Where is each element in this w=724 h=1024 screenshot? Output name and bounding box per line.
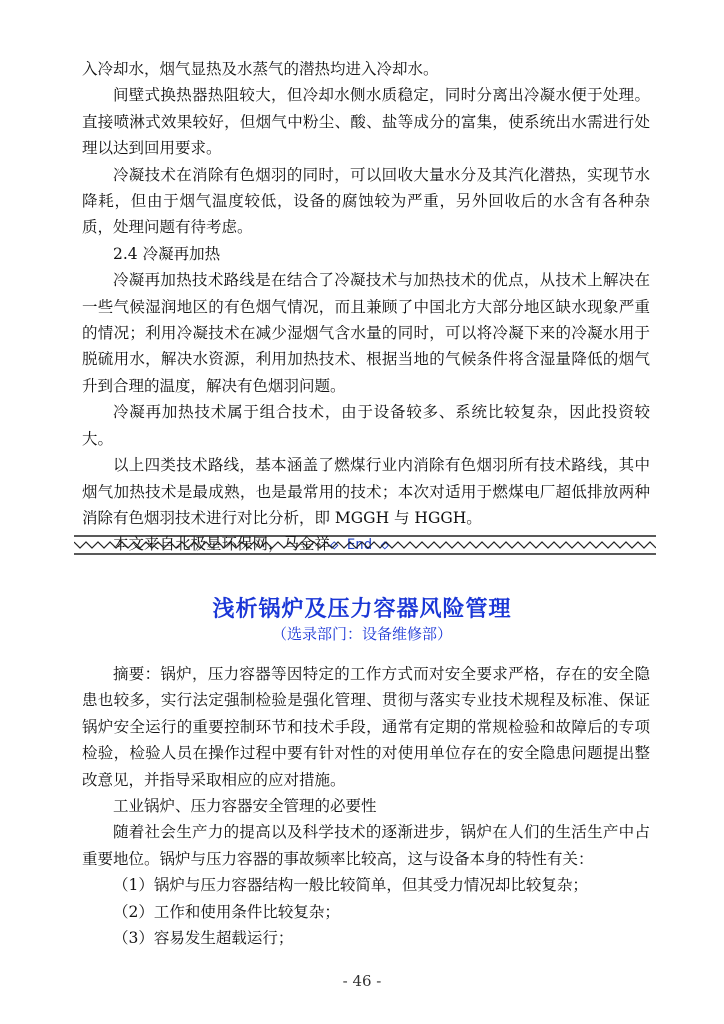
paragraph: 间壁式换热器热阻较大，但冷却水侧水质稳定，同时分离出冷凝水便于处理。直接喷淋式效果较好，但烟气中粉尘、酸、盐等成分的富集，使系统出水需进行处理以达到回用要求。 bbox=[82, 86, 650, 158]
zigzag-divider bbox=[74, 534, 656, 556]
paragraph: 冷凝技术在消除有色烟羽的同时，可以回收大量水分及其汽化潜热，实现节水降耗，但由于烟气温度较低，设备的腐蚀较为严重，另外回收后的水含有各种杂质，处理问题有待考虑。 bbox=[82, 165, 650, 237]
source-text: 本文来自北极星环保网，马金祥 bbox=[113, 535, 331, 554]
article-subtitle: （选录部门：设备维修部） bbox=[271, 625, 452, 643]
list-item: （2）工作和使用条件比较复杂； bbox=[113, 902, 340, 921]
paragraph: 入冷却水，烟气显热及水蒸气的潜热均进入冷却水。 bbox=[82, 60, 439, 78]
article1-body bbox=[82, 56, 650, 559]
paragraph: 以上四类技术路线，基本涵盖了燃煤行业内消除有色烟羽所有技术路线，其中烟气加热技术是最成熟，也是最常用的技术；本次对适用于燃煤电厂超低排放两种消除有色烟羽技术进行对比分析，即 MGGH 与 HGGH。 bbox=[82, 456, 650, 527]
abstract-paragraph: 摘要：锅炉，压力容器等因特定的工作方式而对安全要求严格，存在的安全隐患也较多，实行法定强制检验是强化管理、贯彻与落实专业技术规程及标准、保证锅炉安全运行的重要控制环节和技术手段，通常有定期的常规检验和故障后的专项检验，检验人员在操作过程中要有针对性的对使用单位存在的安全隐患问题提出整改意见，并指导采取相应的应对措施。 bbox=[82, 665, 650, 789]
page-number: - 46 - bbox=[342, 972, 382, 990]
article2-body bbox=[82, 661, 650, 951]
section-heading: 2.4 冷凝再加热 bbox=[113, 244, 221, 263]
article-title: 浅析锅炉及压力容器风险管理 bbox=[212, 597, 512, 622]
paragraph: 随着社会生产力的提高以及科学技术的逐渐进步，锅炉在人们的生活生产中占重要地位。锅炉与压力容器的事故频率比较高，这与设备本身的特性有关： bbox=[82, 823, 650, 868]
paragraph: 冷凝再加热技术属于组合技术，由于设备较多、系统比较复杂，因此投资较大。 bbox=[82, 403, 650, 448]
list-item: （3）容易发生超载运行； bbox=[113, 929, 294, 948]
section-heading: 工业锅炉、压力容器安全管理的必要性 bbox=[113, 797, 377, 816]
end-mark: ◇ End ◇ bbox=[330, 537, 390, 554]
list-item: （1）锅炉与压力容器结构一般比较简单，但其受力情况却比较复杂； bbox=[113, 876, 588, 895]
paragraph: 冷凝再加热技术路线是在结合了冷凝技术与加热技术的优点，从技术上解决在一些气候湿润地区的有色烟气情况，而且兼顾了中国北方大部分地区缺水现象严重的情况；利用冷凝技术在减少湿烟气含水量的同时，可以将冷凝下来的冷凝水用于脱硫用水，解决水资源，利用加热技术、根据当地的气候条件将含湿量降低的烟气升到合理的温度，解决有色烟羽问题。 bbox=[82, 271, 650, 395]
